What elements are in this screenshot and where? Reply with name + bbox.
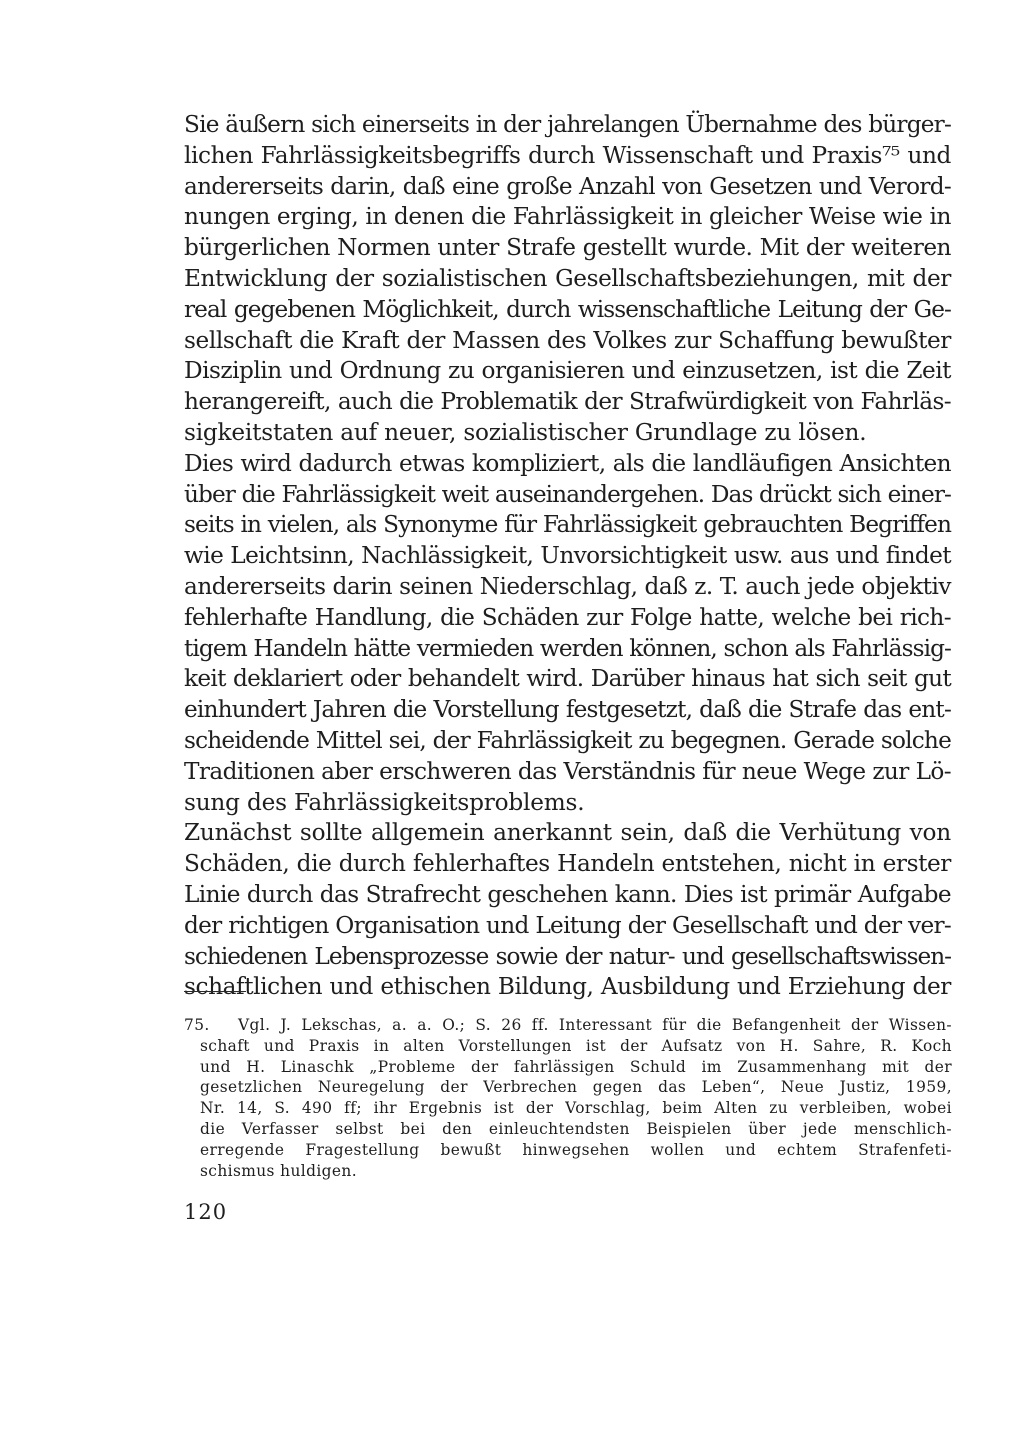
text-line: der richtigen Organisation und Leitung der Gesellschaft und der ver- <box>184 911 951 939</box>
text-line: Entwicklung der sozialistischen Gesellschaftsbeziehungen, mit der <box>184 264 951 292</box>
text-line: sellschaft die Kraft der Massen des Volkes zur Schaffung bewußter <box>184 326 951 354</box>
footnote-line: schaft und Praxis in alten Vorstellungen ist der Aufsatz von H. Sahre, R. Koch <box>200 1036 952 1055</box>
text-line: herangereift, auch die Problematik der Strafwürdigkeit von Fahrläs- <box>184 388 951 416</box>
footnote-line: Nr. 14, S. 490 ff; ihr Ergebnis ist der Vorschlag, beim Alten zu verbleiben, wobei <box>200 1099 952 1118</box>
text-line: seits in vielen, als Synonyme für Fahrlässigkeit gebrauchten Begriffen <box>184 511 951 539</box>
footnote-line: die Verfasser selbst bei den einleuchtendsten Beispielen über jede menschlich- <box>200 1119 952 1138</box>
text-line: sung des Fahrlässigkeitsproblems. <box>184 788 585 816</box>
text-line: tigem Handeln hätte vermieden werden können, schon als Fahrlässig- <box>184 634 951 662</box>
text-line: andererseits darin seinen Niederschlag, daß z. T. auch jede objektiv <box>184 572 951 600</box>
text-line: über die Fahrlässigkeit weit auseinandergehen. Das drückt sich einer- <box>184 480 951 508</box>
main-text <box>184 110 951 1003</box>
text-line: lichen Fahrlässigkeitsbegriffs durch Wissenschaft und Praxis⁷⁵ und <box>184 141 951 169</box>
text-line: scheidende Mittel sei, der Fahrlässigkeit zu begegnen. Gerade solche <box>184 726 951 754</box>
footnote-line: schismus huldigen. <box>200 1161 358 1180</box>
text-line: schiedenen Lebensprozesse sowie der natur- und gesellschaftswissen- <box>184 942 951 970</box>
footnote-line: gesetzlichen Neuregelung der Verbrechen gegen das Leben“, Neue Justiz, 1959, <box>200 1078 952 1097</box>
text-line: Traditionen aber erschweren das Verständnis für neue Wege zur Lö- <box>184 757 951 785</box>
footnote-line: erregende Fragestellung bewußt hinwegsehen wollen und echtem Strafenfeti- <box>200 1140 952 1159</box>
footnote-line: Vgl. J. Lekschas, a. a. O.; S. 26 ff. Interessant für die Befangenheit der Wissen- <box>238 1016 952 1034</box>
footnote-line: und H. Linaschk „Probleme der fahrlässigen Schuld im Zusammenhang mit der <box>200 1057 952 1076</box>
text-line: bürgerlichen Normen unter Strafe gestellt wurde. Mit der weiteren <box>184 234 951 262</box>
text-line: Sie äußern sich einerseits in der jahrelangen Übernahme des bürger- <box>184 111 951 138</box>
text-line: Disziplin und Ordnung zu organisieren und einzusetzen, ist die Zeit <box>184 357 951 385</box>
footnote-number: 75. <box>184 1016 210 1034</box>
text-line: sigkeitstaten auf neuer, sozialistischer Grundlage zu lösen. <box>184 418 867 446</box>
text-line: wie Leichtsinn, Nachlässigkeit, Unvorsichtigkeit usw. aus und findet <box>184 542 951 570</box>
text-line: nungen erging, in denen die Fahrlässigkeit in gleicher Weise wie in <box>184 203 951 231</box>
text-line: schaftlichen und ethischen Bildung, Ausbildung und Erziehung der <box>184 973 951 1001</box>
footnote <box>184 1015 952 1181</box>
text-line: einhundert Jahren die Vorstellung festgesetzt, daß die Strafe das ent- <box>184 696 951 724</box>
text-line: andererseits darin, daß eine große Anzahl von Gesetzen und Verord- <box>184 172 951 200</box>
text-line: Zunächst sollte allgemein anerkannt sein, daß die Verhütung von <box>184 819 951 847</box>
text-line: fehlerhafte Handlung, die Schäden zur Folge hatte, welche bei rich- <box>184 603 951 631</box>
page-number: 120 <box>184 1200 228 1224</box>
text-line: Linie durch das Strafrecht geschehen kann. Dies ist primär Aufgabe <box>184 880 951 908</box>
text-line: Dies wird dadurch etwas kompliziert, als die landläufigen Ansichten <box>184 449 951 477</box>
text-line: real gegebenen Möglichkeit, durch wissenschaftliche Leitung der Ge- <box>184 295 951 323</box>
text-line: keit deklariert oder behandelt wird. Darüber hinaus hat sich seit gut <box>184 665 951 693</box>
footnote-divider <box>184 991 246 992</box>
text-line: Schäden, die durch fehlerhaftes Handeln entstehen, nicht in erster <box>184 850 951 878</box>
